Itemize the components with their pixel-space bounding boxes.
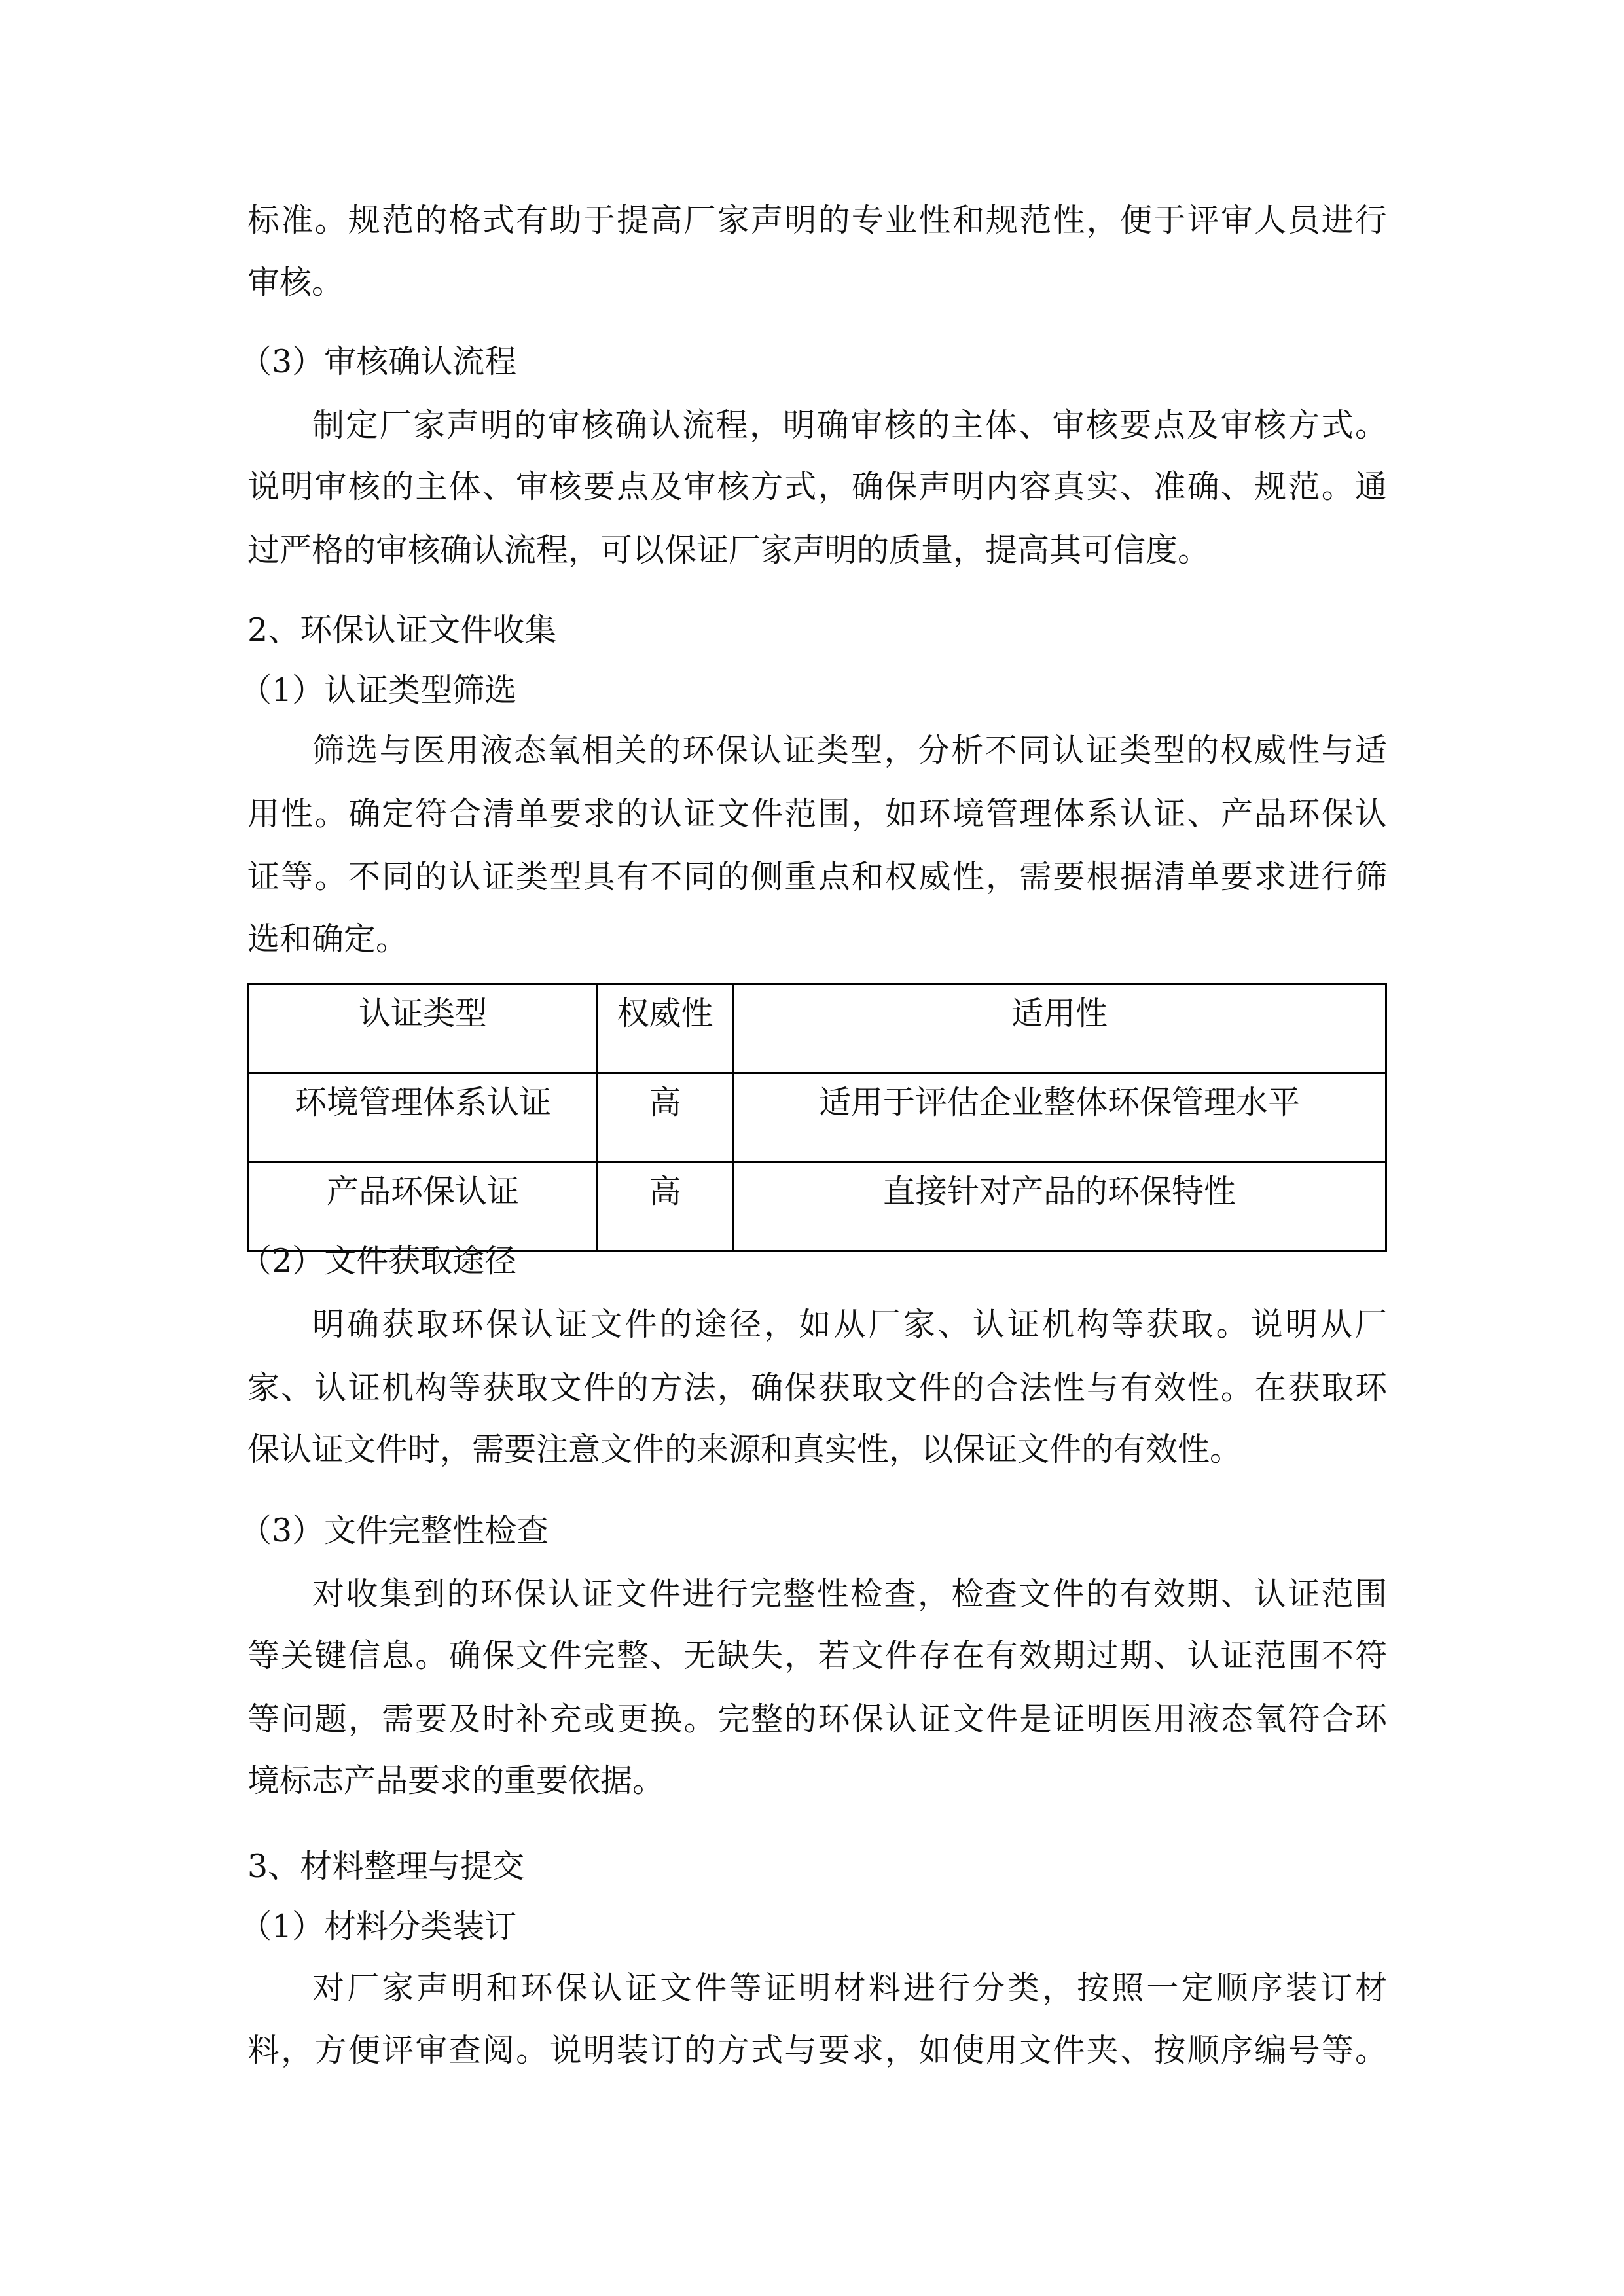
- section-heading: 2、环保认证文件收集: [247, 611, 557, 649]
- table-cell: 产品环保认证: [249, 1162, 598, 1251]
- paragraph-line: 审核。: [247, 264, 344, 301]
- subheading: （1）认证类型筛选: [240, 672, 517, 709]
- paragraph-line: 证等。不同的认证类型具有不同的侧重点和权威性，需要根据清单要求进行筛: [247, 858, 1387, 895]
- paragraph-line: 保认证文件时，需要注意文件的来源和真实性，以保证文件的有效性。: [247, 1431, 1242, 1468]
- paragraph-line: 制定厂家声明的审核确认流程，明确审核的主体、审核要点及审核方式。: [312, 406, 1387, 444]
- subheading: （2）文件获取途径: [240, 1242, 517, 1280]
- table-row: [249, 1162, 1386, 1251]
- table-row: [249, 1073, 1386, 1162]
- table-cell: 高: [598, 1162, 733, 1251]
- paragraph-line: 等问题，需要及时补充或更换。完整的环保认证文件是证明医用液态氧符合环: [247, 1700, 1387, 1738]
- header-cell: 权威性: [598, 984, 733, 1073]
- paragraph-line: 说明审核的主体、审核要点及审核方式，确保声明内容真实、准确、规范。通: [247, 468, 1387, 505]
- header-cell: 认证类型: [249, 984, 598, 1073]
- table-header-row: [249, 984, 1386, 1073]
- subheading: （3）文件完整性检查: [240, 1512, 549, 1549]
- paragraph-line: 等关键信息。确保文件完整、无缺失，若文件存在有效期过期、认证范围不符: [247, 1637, 1387, 1674]
- table-cell: 环境管理体系认证: [249, 1073, 598, 1162]
- paragraph-line: 境标志产品要求的重要依据。: [247, 1762, 665, 1799]
- subheading: （3）审核确认流程: [240, 343, 517, 380]
- header-cell: 适用性: [733, 984, 1386, 1073]
- paragraph-line: 用性。确定符合清单要求的认证文件范围，如环境管理体系认证、产品环保认: [247, 795, 1387, 833]
- paragraph-line: 标准。规范的格式有助于提高厂家声明的专业性和规范性，便于评审人员进行: [247, 202, 1387, 239]
- paragraph-line: 料，方便评审查阅。说明装订的方式与要求，如使用文件夹、按顺序编号等。: [247, 2032, 1387, 2069]
- paragraph-line: 筛选与医用液态氧相关的环保认证类型，分析不同认证类型的权威性与适: [312, 732, 1387, 769]
- paragraph-line: 选和确定。: [247, 920, 408, 958]
- paragraph-line: 对收集到的环保认证文件进行完整性检查，检查文件的有效期、认证范围: [312, 1575, 1387, 1613]
- section-heading: 3、材料整理与提交: [247, 1848, 525, 1885]
- paragraph-line: 对厂家声明和环保认证文件等证明材料进行分类，按照一定顺序装订材: [312, 1969, 1387, 2007]
- certification-table: [247, 983, 1387, 1252]
- subheading: （1）材料分类装订: [240, 1908, 517, 1945]
- paragraph-line: 明确获取环保认证文件的途径，如从厂家、认证机构等获取。说明从厂: [312, 1306, 1387, 1343]
- table-cell: 直接针对产品的环保特性: [733, 1162, 1386, 1251]
- table-cell: 高: [598, 1073, 733, 1162]
- paragraph-line: 过严格的审核确认流程，可以保证厂家声明的质量，提高其可信度。: [247, 531, 1210, 569]
- table-cell: 适用于评估企业整体环保管理水平: [733, 1073, 1386, 1162]
- paragraph-line: 家、认证机构等获取文件的方法，确保获取文件的合法性与有效性。在获取环: [247, 1369, 1387, 1407]
